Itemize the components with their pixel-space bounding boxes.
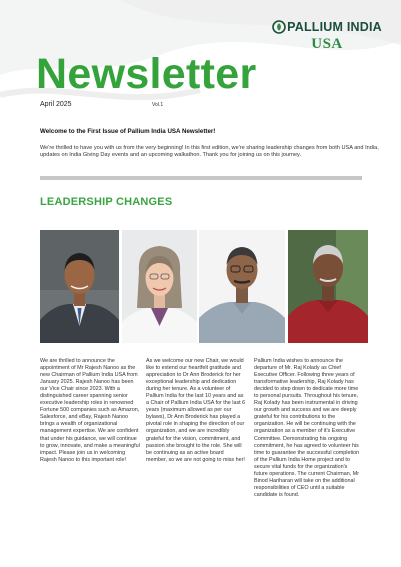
leaf-circle-icon <box>272 20 286 34</box>
photo-binod-hariharan <box>288 230 368 343</box>
article-column-raj-kolady: Pallium India wishes to announce the departure of Mr. Raj Kolady as Chief Executive Officer. Following three years of transformative leadership, Raj Kolady has decided to step down to dedicate more time to personal pursuits. Throughout his tenure, Raj Kolady has been instrumental in driving our growth and success and we are deeply grateful for his contributions to the organization. He will be continuing with the organization as a member of it's Executive Committee. Demonstrating his ongoing commitment, he has agreed to volunteer his time to guarantee the successful completion of the Pallium India Home project and to secure vital funds for the organization's future operations. The current Chairman, Mr Binod Hariharan will take on the additional responsibilities of CEO until a suitable candidate is found. <box>254 358 360 498</box>
section-divider <box>40 176 362 180</box>
photo-raj-kolady <box>199 230 285 343</box>
intro-paragraph: We're thrilled to have you with us from the very beginning! In this first edition, we're sharing leadership changes from both USA and India, updates on India Giving Day events and an upcoming walkathon. Thank you for joining us on this journey. <box>40 145 379 159</box>
section-title-leadership: LEADERSHIP CHANGES <box>40 196 173 208</box>
logo-region: USA <box>311 36 343 52</box>
article-column-rajesh-nanoo: We are thrilled to announce the appointment of Mr Rajesh Nanoo as the new Chairman of Pallium India USA from January 2025. Rajesh Nanoo has been our Vice Chair since 2023. With a distinguished career spanning senior executive leadership roles in renowned Fortune 500 companies such as Amazon, Salesforce, and eBay, Rajesh Nanoo brings a wealth of organizational management expertise. We are confident that under his guidance, we will continue to grow, innovate, and make a meaningful impact. Please join us in welcoming Rajesh Nanoo to this important role! <box>40 358 140 463</box>
issue-volume: Vol.1 <box>152 102 164 108</box>
article-column-ann-broderick: As we welcome our new Chair, we would like to extend our heartfelt gratitude and appreciation to Dr Ann Broderick for her exceptional leadership and dedication during her tenure. As a volunteer of Pallium India for the last 10 years and as a Chair of Pallium India USA for the last 6 years (maximum allowed as per our bylaws), Dr Ann Broderick has played a pivotal role in shaping the direction of our organization, and we are incredibly grateful for the vision, commitment, and passion she brought to the role. She will be continuing as an active board member, so we are not going to miss her! <box>146 358 246 463</box>
pallium-india-usa-logo <box>267 20 387 53</box>
logo-name: PALLIUM INDIA <box>287 20 382 34</box>
photo-ann-broderick <box>122 230 197 343</box>
welcome-heading: Welcome to the First Issue of Pallium India USA Newsletter! <box>40 128 216 135</box>
photo-rajesh-nanoo <box>40 230 119 343</box>
newsletter-title: Newsletter <box>36 50 257 98</box>
issue-date: April 2025 <box>40 101 72 108</box>
